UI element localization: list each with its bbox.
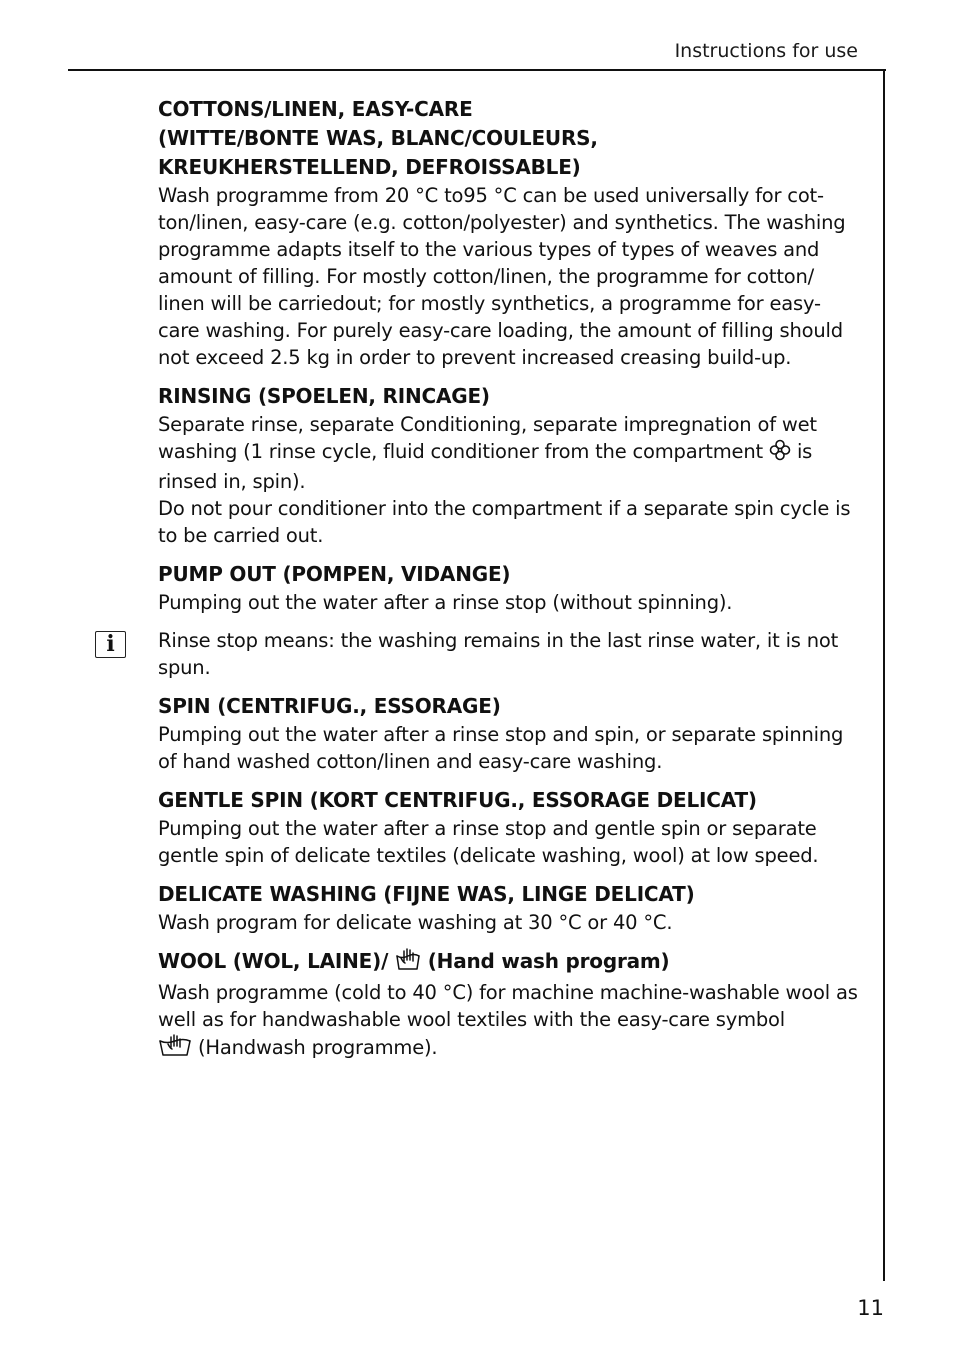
section-body: Pumping out the water after a rinse stop and gentle spin or separate gentle spin of delicate textiles (delicate washing, wool) at low speed. xyxy=(158,817,819,867)
section-body: Pumping out the water after a rinse stop and spin, or separate spinning of hand washed cotton/linen and easy-care washing. xyxy=(158,723,844,773)
page-number: 11 xyxy=(857,1296,884,1320)
section-body: Wash program for delicate washing at 30 °C or 40 °C. xyxy=(158,911,673,934)
section-rinsing xyxy=(158,382,858,549)
note-text: Rinse stop means: the washing remains in the last rinse water, it is not spun. xyxy=(158,629,839,679)
section-body: Wash programme (cold to 40 °C) for machine machine-washable wool as well as for handwashable wool textiles with the easy-care symbol (Handwash programme). xyxy=(158,979,858,1064)
running-header: Instructions for use xyxy=(674,40,858,62)
section-spin xyxy=(158,692,858,775)
section-heading: RINSING (SPOELEN, RINCAGE) xyxy=(158,384,490,408)
info-note xyxy=(106,627,858,681)
section-wool xyxy=(158,947,858,1064)
section-heading: SPIN (CENTRIFUG., ESSORAGE) xyxy=(158,694,501,718)
section-body: Wash programme from 20 °C to95 °C can be used universally for cot-ton/linen, easy-care (e.g. cotton/polyester) and synthetics. The washing programme adapts itself to the various types of types of weaves and amount of filling. For mostly cotton/linen, the programme for cotton/ linen will be carriedout; for mostly synthetics, a programme for easy-care washing. For purely easy-care loading, the amount of filling should not exceed 2.5 kg in order to prevent increased creasing build-up. xyxy=(158,184,846,369)
section-pump-out xyxy=(158,560,858,616)
top-rule xyxy=(68,69,886,71)
page-content xyxy=(106,95,858,1075)
heading-line: COTTONS/LINEN, EASY-CARE xyxy=(158,97,473,121)
flower-softener-icon xyxy=(769,439,791,468)
section-heading xyxy=(158,95,858,182)
heading-line: KREUKHERSTELLEND, DEFROISSABLE) xyxy=(158,155,581,179)
hand-wash-icon xyxy=(158,1033,192,1064)
section-delicate-washing xyxy=(158,880,858,936)
section-heading: DELICATE WASHING (FIJNE WAS, LINGE DELICAT) xyxy=(158,882,695,906)
section-cottons-linen xyxy=(158,95,858,371)
heading-line: (WITTE/BONTE WAS, BLANC/COULEURS, xyxy=(158,126,598,150)
right-rule xyxy=(883,69,885,1281)
section-body: Pumping out the water after a rinse stop (without spinning). xyxy=(158,591,733,614)
hand-wash-icon xyxy=(395,947,421,979)
info-icon: i xyxy=(95,631,126,658)
section-body-note: Do not pour conditioner into the compartment if a separate spin cycle is to be carried out. xyxy=(158,497,851,547)
section-heading: GENTLE SPIN (KORT CENTRIFUG., ESSORAGE DELICAT) xyxy=(158,788,757,812)
section-body: Separate rinse, separate Conditioning, separate impregnation of wet washing (1 rinse cycle, fluid conditioner from the compartment is rinsed in, spin). xyxy=(158,413,817,493)
section-heading: WOOL (WOL, LAINE)/ (Hand wash program) xyxy=(158,947,858,979)
section-gentle-spin xyxy=(158,786,858,869)
section-heading: PUMP OUT (POMPEN, VIDANGE) xyxy=(158,562,511,586)
